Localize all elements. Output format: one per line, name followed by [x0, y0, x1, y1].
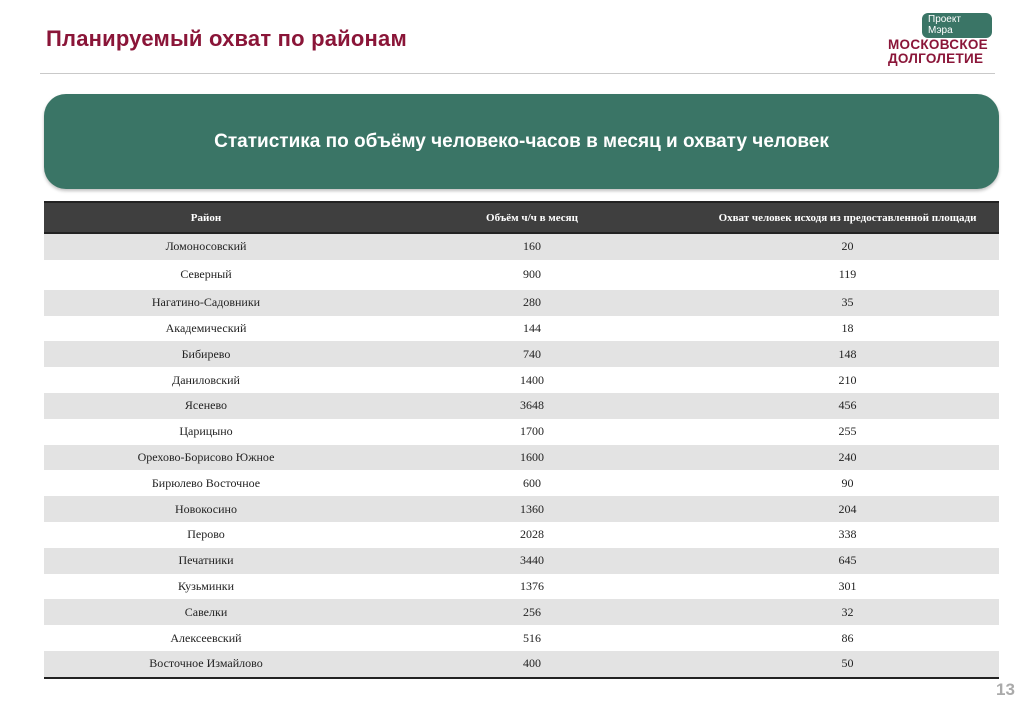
coverage-cell: 148	[838, 346, 857, 361]
district-cell: Северный	[180, 267, 232, 282]
table-row	[44, 548, 999, 574]
title-divider	[40, 73, 995, 74]
table-header-row	[44, 202, 999, 233]
coverage-cell: 456	[838, 398, 857, 413]
hours-cell: 144	[523, 320, 541, 335]
banner-title: Статистика по объёму человеко-часов в месяц и охвату человек	[214, 130, 829, 152]
hours-cell: 1600	[520, 449, 544, 464]
hours-cell: 400	[368, 651, 696, 678]
coverage-cell: 210	[838, 372, 857, 387]
district-cell: Нагатино-Садовники	[151, 295, 261, 310]
logo-line-2: ДОЛГОЛЕТИЕ	[888, 51, 984, 66]
district-cell: Алексеевский	[170, 630, 242, 645]
hours-cell: 1700	[520, 424, 544, 439]
coverage-cell: 338	[838, 527, 857, 542]
coverage-cell: 35	[841, 295, 854, 310]
table-row	[44, 470, 999, 496]
coverage-cell: 645	[838, 553, 857, 568]
hours-cell: 256	[523, 604, 541, 619]
coverage-cell: 86	[841, 630, 854, 645]
table-row	[44, 341, 999, 367]
hours-cell: 516	[523, 630, 541, 645]
district-stats-table	[44, 201, 999, 679]
coverage-cell: 119	[838, 267, 857, 282]
district-cell: Перово	[187, 527, 225, 542]
table-row	[44, 233, 999, 260]
district-cell: Восточное Измайлово	[44, 651, 368, 678]
header-hours: Объём ч/ч в месяц	[368, 202, 696, 233]
coverage-cell: 240	[838, 449, 857, 464]
hours-cell: 600	[523, 475, 541, 490]
district-cell: Царицыно	[179, 424, 233, 439]
table-row	[44, 522, 999, 548]
coverage-cell: 90	[841, 475, 854, 490]
header-coverage: Охват человек исходя из предоставленной площади	[696, 202, 999, 233]
district-cell: Бирюлево Восточное	[151, 475, 261, 490]
hours-cell: 3440	[520, 553, 544, 568]
table-body	[44, 233, 999, 678]
page-title: Планируемый охват по районам	[46, 26, 407, 51]
district-cell: Даниловский	[172, 372, 240, 387]
coverage-cell: 32	[841, 604, 854, 619]
hours-cell: 1400	[520, 372, 544, 387]
coverage-cell: 301	[838, 578, 857, 593]
table-row	[44, 290, 999, 316]
district-cell: Ясенево	[184, 398, 228, 413]
district-cell: Кузьминки	[177, 578, 234, 593]
coverage-cell: 20	[841, 239, 854, 254]
table-row	[44, 651, 999, 678]
table-row	[44, 419, 999, 445]
header-district: Район	[44, 202, 368, 233]
hours-cell: 1360	[520, 501, 544, 516]
coverage-cell: 204	[838, 501, 857, 516]
page-number: 13	[996, 680, 1015, 699]
hours-cell: 900	[523, 267, 541, 282]
logo-tag: Проект Мэра	[922, 13, 992, 38]
district-cell: Савелки	[184, 604, 228, 619]
hours-cell: 1376	[520, 578, 544, 593]
district-cell: Орехово-Борисово Южное	[137, 449, 275, 464]
district-cell: Ломоносовский	[165, 239, 247, 254]
hours-cell: 740	[523, 346, 541, 361]
table-row	[44, 367, 999, 393]
table-row	[44, 496, 999, 522]
hours-cell: 160	[523, 239, 541, 254]
table-row	[44, 316, 999, 342]
coverage-cell: 255	[838, 424, 857, 439]
coverage-cell: 50	[696, 651, 999, 678]
district-cell: Печатники	[178, 553, 234, 568]
hours-cell: 3648	[520, 398, 544, 413]
hours-cell: 2028	[520, 527, 544, 542]
table-row	[44, 445, 999, 471]
table-row	[44, 260, 999, 290]
district-cell: Академический	[165, 320, 247, 335]
logo-line-1: МОСКОВСКОЕ	[888, 37, 988, 52]
moscow-longevity-logo	[888, 13, 992, 66]
district-cell: Новокосино	[175, 501, 237, 516]
table-row	[44, 393, 999, 419]
table-row	[44, 625, 999, 651]
coverage-cell: 18	[841, 320, 854, 335]
district-cell: Бибирево	[181, 346, 231, 361]
table-row	[44, 599, 999, 625]
section-banner	[44, 94, 999, 189]
hours-cell: 280	[523, 295, 541, 310]
table-row	[44, 574, 999, 600]
